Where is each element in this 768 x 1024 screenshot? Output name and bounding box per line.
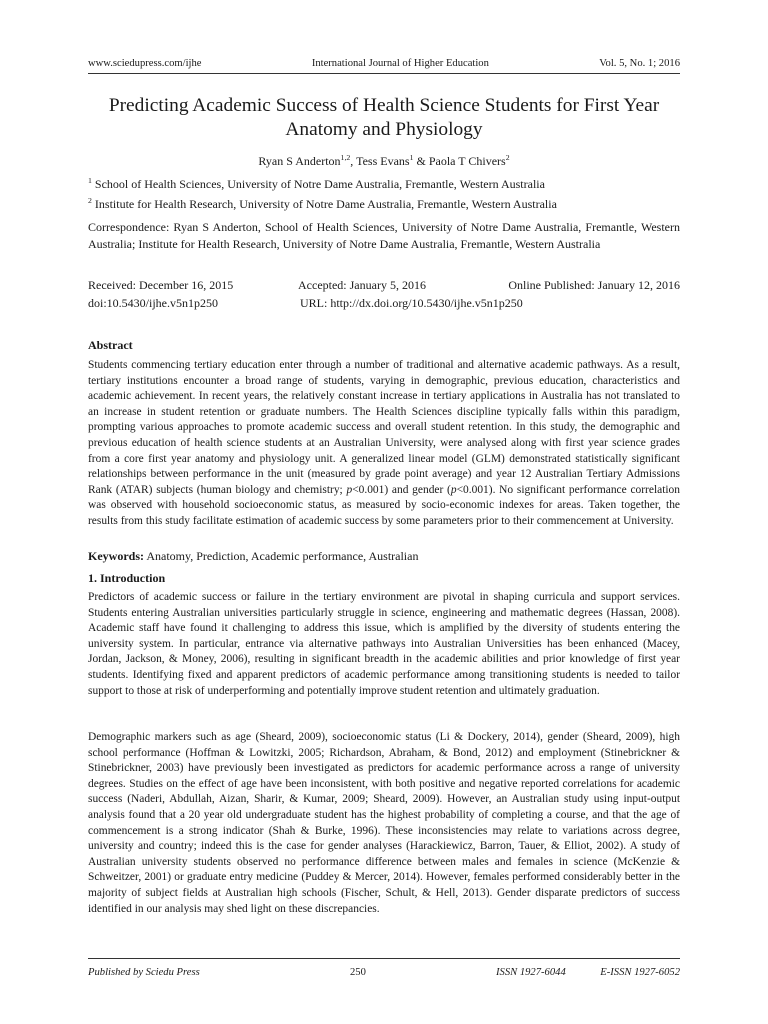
correspondence: Correspondence: Ryan S Anderton, School of Health Sciences, University of Notre Dame Australia, Fremantle, Western Australia; Institute for Health Research, University of Notre Dame Australia, Fremantle, Western Australia <box>88 220 680 251</box>
doi[interactable]: doi:10.5430/ijhe.v5n1p250 <box>88 296 218 310</box>
author-separator: & <box>413 154 429 168</box>
journal-name: International Journal of Higher Education <box>311 58 489 69</box>
issn: ISSN 1927-6044 <box>496 967 566 978</box>
received-date: Received: December 16, 2015 <box>88 278 234 292</box>
p-symbol: p <box>346 483 353 496</box>
accepted-date: Accepted: January 5, 2016 <box>298 278 426 292</box>
publisher: Published by Sciedu Press <box>88 967 200 978</box>
page-number: 250 <box>350 967 366 978</box>
affiliation-2-num: 2 <box>88 196 92 205</box>
affiliation-1 <box>88 176 680 192</box>
keywords-text: Anatomy, Prediction, Academic performance, Australian <box>144 549 419 563</box>
published-date: Online Published: January 12, 2016 <box>508 278 680 292</box>
eissn: E-ISSN 1927-6052 <box>600 967 680 978</box>
running-header <box>88 58 680 69</box>
title-line-2: Anatomy and Physiology <box>285 119 483 140</box>
abstract-part-2: <0.001) and gender ( <box>352 483 451 496</box>
volume-info: Vol. 5, No. 1; 2016 <box>599 58 680 69</box>
paper-title <box>88 94 680 142</box>
intro-paragraph-1: Predictors of academic success or failure in the tertiary environment are pivotal in shaping curricula and support services. Students entering Australian universities particularly struggle in science, engineering and mathematic degrees (Hassan, 2008). Academic staff have found it challenging to address this issue, which is amplified by the diversity of students entering the university system. In particular, entrance via alternative pathways into Australian Universities has been enhanced (Macey, Jordan, Jackson, & Money, 2006), resulting in significant breadth in the academic abilities and prior knowledge of first year students. Identifying fixed and apparent predictors of academic performance among transitioning students is needed to tailor support to those at risk of underperforming and potentially improve student retention and ultimately graduation. <box>88 591 680 697</box>
affiliation-2-text: Institute for Health Research, University of Notre Dame Australia, Fremantle, Western Australia <box>94 197 557 211</box>
journal-url[interactable]: www.sciedupress.com/ijhe <box>88 58 202 69</box>
publication-dates <box>88 278 680 314</box>
abstract-text <box>88 358 680 530</box>
keywords-label: Keywords: <box>88 549 144 563</box>
author-1: Ryan S Anderton <box>258 154 341 168</box>
abstract-part-1: Students commencing tertiary education enter through a number of traditional and alternative academic pathways. As a result, tertiary institutions encounter a broad range of students, varying in demographic, previous education, characteristics and academic achievement. In recent years, the relatively constant increase in tertiary applications in Australia has not translated to an increase in student retention or graduate numbers. The Health Sciences discipline typically falls within this paradigm, prompting various approaches to promote academic success and overall student retention. In this study, the demographic and previous education of health science students at an Australian University, were analysed along with first year science grades from a core first year anatomy and physiology unit. A generalized linear model (GLM) demonstrated statistically significant relationships between performance in the unit (measured by grade point average) and year 12 Australian Tertiary Admissions Rank (ATAR) subjects (human biology and chemistry; <box>88 359 680 496</box>
affiliation-1-text: School of Health Sciences, University of Notre Dame Australia, Fremantle, Western Australia <box>94 177 545 191</box>
author-3: Paola T Chivers <box>428 154 506 168</box>
author-1-sup: 1,2 <box>340 153 351 162</box>
title-line-1: Predicting Academic Success of Health Science Students for First Year <box>108 95 660 116</box>
author-2: Tess Evans <box>356 154 410 168</box>
author-3-sup: 2 <box>505 153 510 162</box>
paper-page <box>88 0 680 1024</box>
affiliation-2 <box>88 196 680 212</box>
doi-url[interactable]: URL: http://dx.doi.org/10.5430/ijhe.v5n1p250 <box>300 296 523 310</box>
author-list <box>88 154 680 169</box>
intro-paragraph-2: Demographic markers such as age (Sheard, 2009), socioeconomic status (Li & Dockery, 2014), gender (Sheard, 2009), high school performance (Hoffman & Lowitzki, 2005; Richardson, Abraham, & Bond, 2012) and employment (Stinebrickner & Stinebrickner, 2003) have previously been investigated as predictors for academic performance across a range of university degrees. Studies on the effect of age have been inconsistent, with both positive and negative reported correlations for academic success (Naderi, Abdullah, Aizan, Sharir, & Kumar, 2009; Sheard, 2009). However, an Australian study using input-output analysis found that a 20 year old undergraduate student has the highest probability of completing a course, and that the age of commencement is a strong indicator (Shah & Burke, 1996). These inconsistencies may relate to variations across degree, university and country; indeed this is the case for gender analyses (Harackiewicz, Barron, Tauer, & Elliot, 2002). A study of Australian university students observed no performance difference between males and females in science (McKenzie & Schweitzer, 2001) or graduate entry medicine (Puddey & Mercer, 2014). However, females performed considerably better in the majority of subject fields at Australian high schools (Fischer, Schult, & Hell, 2013). Gender disparate predictors of success identified in our analysis may shed light on these discrepancies. <box>88 731 680 915</box>
keywords <box>88 549 680 564</box>
p-symbol: p <box>450 483 457 496</box>
author-separator: , <box>350 154 357 168</box>
abstract-heading: Abstract <box>88 338 133 352</box>
author-2-sup: 1 <box>409 153 414 162</box>
header-rule <box>88 73 680 74</box>
abstract-part-3: <0.001). No significant performance correlation was observed with household socioeconomic status, as measured by socio-economic indexes for areas. Taken together, the results from this study facilitate estimation of academic success by some parameters prior to their commencement at University. <box>88 483 680 527</box>
affiliation-1-num: 1 <box>88 176 92 185</box>
footer-rule <box>88 958 680 959</box>
introduction-heading: 1. Introduction <box>88 571 166 585</box>
